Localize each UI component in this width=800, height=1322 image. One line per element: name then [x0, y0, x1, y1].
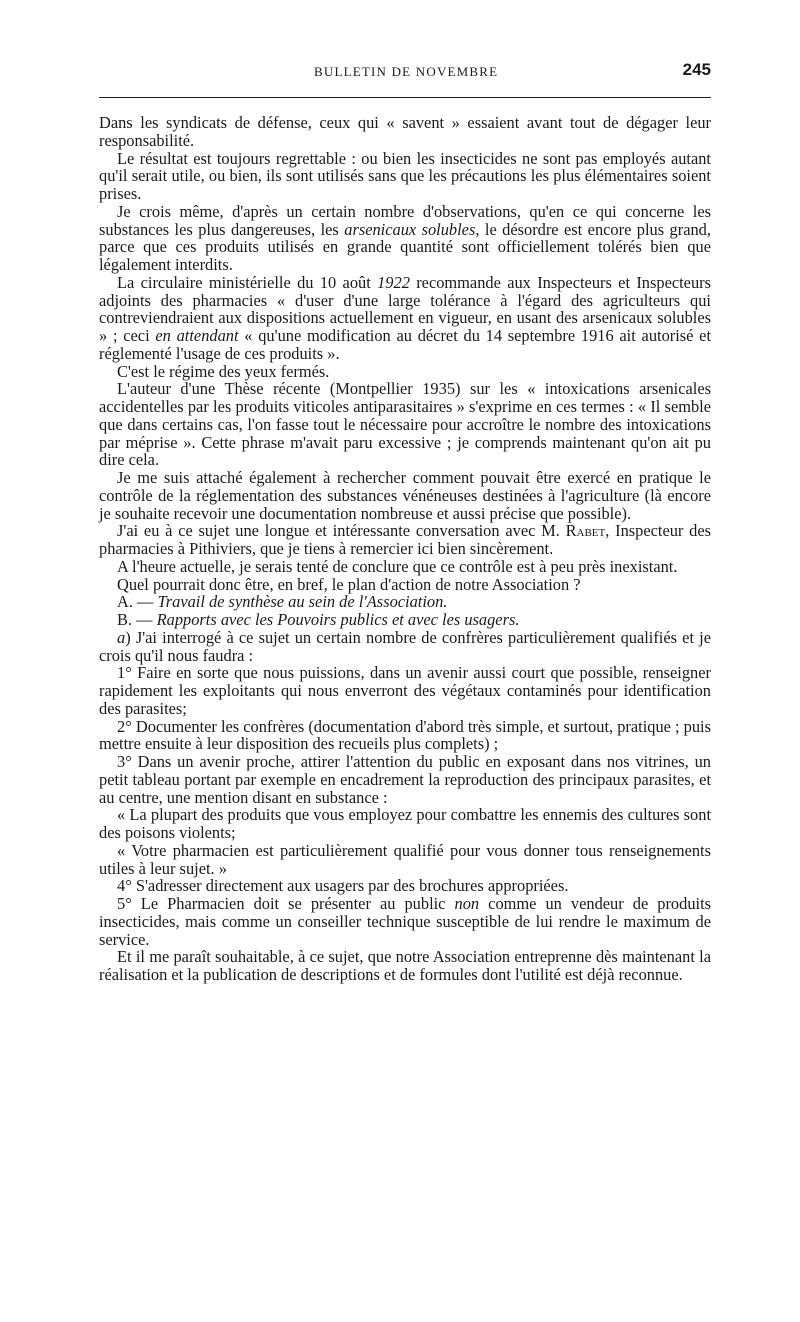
paragraph: A l'heure actuelle, je serais tenté de conclure que ce contrôle est à peu près inexistant.: [117, 556, 678, 576]
italic-run: 1922: [377, 272, 410, 292]
italic-run: Travail de synthèse au sein de l'Association.: [157, 592, 448, 612]
paragraph: 4° S'adresser directement aux usagers par des brochures appropriées.: [117, 876, 569, 896]
paragraph: Et il me paraît souhaitable, à ce sujet, que notre Association entreprenne dès maintenant la réalisation et la publication de descriptions et de formules dont l'utilité est déjà reconnue.: [99, 947, 711, 984]
page-header: [99, 60, 711, 84]
italic-run: en attendant: [155, 326, 239, 345]
paragraph: Je me suis attaché également à rechercher comment pouvait être exercé en pratique le contrôle de la réglementation des substances vénéneuses destinées à l'agriculture (là encore je souhaite recevoir une documentation nombreuse et aussi précise que possible).: [99, 468, 711, 523]
paragraph: « La plupart des produits que vous employez pour combattre les ennemis des cultures sont des poisons violents;: [99, 805, 711, 842]
text-run: A. —: [117, 592, 158, 612]
italic-run: Rapports avec les Pouvoirs publics et avec les usagers.: [156, 610, 520, 629]
paragraph: Le résultat est toujours regrettable : ou bien les insecticides ne sont pas employés autant qu'il serait utile, ou bien, ils sont utilisés sans que les précautions les plus élémentaires soient prises.: [99, 148, 711, 203]
paragraph: L'auteur d'une Thèse récente (Montpellier 1935) sur les « intoxications arsenicales accidentelles par les produits viticoles antiparasitaires » s'exprime en ces termes : « Il semble que dans certains cas, l'on fasse tout le nécessaire pour accroître le nombre des intoxications par méprise ». Cette phrase m'avait paru excessive ; je comprends maintenant qu'on ait pu dire cela.: [99, 379, 711, 470]
paragraph: C'est le régime des yeux fermés.: [117, 361, 330, 381]
text-run: recommande aux Inspecteurs et Inspecteurs adjoints des pharmacies « d'user d'une large tolérance à l'égard des agriculteurs qui contreviendraient aux dispositions actuellement en vigueur, en usant des arsenicaux solubles » ; ceci: [99, 272, 711, 345]
paragraph: [99, 895, 711, 948]
body-text: [99, 114, 711, 984]
paragraph: [99, 611, 711, 629]
text-run: ) J'ai interrogé à ce sujet un certain nombre de confrères particulièrement qualifiés et je crois qu'il nous faudra :: [99, 627, 711, 665]
text-run: , le désordre est encore plus grand, parce que ces produits utilisés en grande quantité sont officiellement tolérés bien que légalement interdits.: [99, 219, 711, 274]
paragraph: 2° Documenter les confrères (documentation d'abord très simple, et surtout, pratique ; puis mettre ensuite à leur disposition des recueils plus complets) ;: [99, 716, 711, 754]
small-caps-name: Rabet: [565, 521, 606, 541]
paragraph: [99, 629, 711, 665]
italic-run: arsenicaux solubles: [344, 219, 476, 239]
text-run: J'ai eu à ce sujet une longue et intéressante conversation avec M.: [117, 521, 566, 541]
paragraph: 3° Dans un avenir proche, attirer l'attention du public en exposant dans nos vitrines, un petit tableau portant par exemple en encadrement la reproduction des principaux parasites, et au centre, une mention disant en substance :: [99, 752, 711, 807]
running-head: BULLETIN DE NOVEMBRE: [314, 64, 499, 79]
paragraph: 1° Faire en sorte que nous puissions, dans un avenir aussi court que possible, renseigner rapidement les exploitants qui nous enverront des végétaux contaminés pour identification des parasites;: [99, 663, 711, 718]
header-rule: [99, 97, 711, 98]
text-run: B. —: [117, 610, 157, 629]
text-run: comme un vendeur de produits insecticides, mais comme un conseiller technique susceptible de lui rendre le maximum de service.: [99, 894, 712, 949]
paragraph: Dans les syndicats de défense, ceux qui « savent » essaient avant tout de dégager leur responsabilité.: [99, 113, 711, 150]
paragraph: [99, 522, 711, 558]
italic-run: non: [454, 894, 480, 913]
paragraph: Quel pourrait donc être, en bref, le plan d'action de notre Association ?: [117, 574, 581, 594]
text-run: « qu'une modification au décret du 14 septembre 1916 ait autorisé et réglementé l'usage de ces produits ».: [99, 326, 712, 363]
page-number: 245: [682, 60, 711, 79]
paragraph: [99, 274, 711, 363]
paragraph: « Votre pharmacien est particulièrement qualifié pour vous donner tous renseignements utiles à leur sujet. »: [99, 840, 711, 878]
text-run: 5° Le Pharmacien doit se présenter au public: [117, 894, 455, 913]
italic-run: a: [117, 627, 126, 647]
text-run: La circulaire ministérielle du 10 août: [117, 272, 378, 292]
paragraph: [99, 203, 711, 274]
text-run: Je crois même, d'après un certain nombre d'observations, qu'en ce qui concerne les substances les plus dangereuses, les: [99, 201, 711, 239]
paragraph: [99, 593, 711, 611]
text-run: , Inspecteur des pharmacies à Pithiviers, que je tiens à remercier ici bien sincèrement.: [99, 521, 711, 558]
